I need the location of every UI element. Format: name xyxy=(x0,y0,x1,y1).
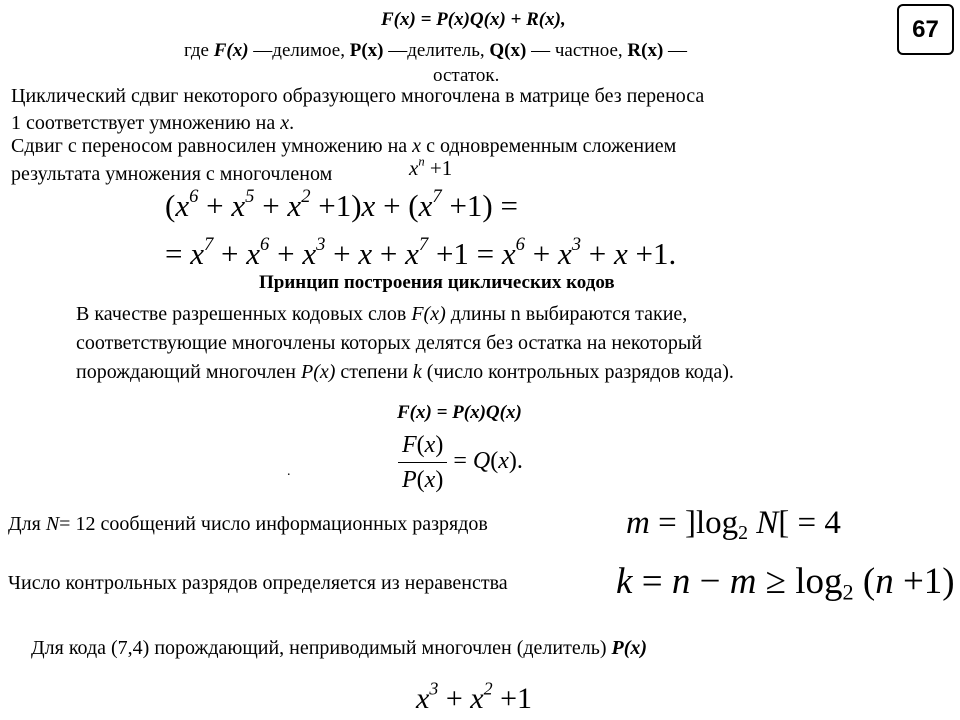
info-bits-a: Для xyxy=(8,513,46,535)
remainder-desc: — xyxy=(663,40,688,61)
divisor-symbol: P(x) xyxy=(349,40,384,61)
principle-px: P(x) xyxy=(301,361,336,383)
divisor-desc: —делитель, xyxy=(383,40,490,61)
carry-line-1-b: с одновременным сложением xyxy=(421,135,677,157)
carry-line-2: результата умножения с многочленом xyxy=(11,163,333,185)
principle-line-3-b: степени xyxy=(335,361,413,383)
principle-fx: F(x) xyxy=(411,303,446,325)
check-bits-text: Число контрольных разрядов определяется из неравенства xyxy=(8,572,508,594)
code74-text xyxy=(31,636,647,660)
generator-polynomial: $x^3 + x^2 +1$ xyxy=(416,678,532,715)
slide-number: 67 xyxy=(912,15,939,43)
quotient-symbol: Q(x) xyxy=(489,40,527,61)
equation-line-1: $(x^6 + x^5 + x^2 +1)x + (x^7 +1)$ = xyxy=(165,186,518,223)
fraction: $\frac{F(x)}{P(x)}$ xyxy=(398,430,447,495)
header-tail: остаток. xyxy=(433,65,500,86)
shift-line-2-end: . xyxy=(289,112,295,134)
quotient-desc: — частное, xyxy=(526,40,628,61)
info-bits-b: = 12 сообщений число информационных разрядов xyxy=(59,513,488,535)
carry-var-x: x xyxy=(412,135,422,157)
principle-title: Принцип построения циклических кодов xyxy=(259,272,615,293)
carry-line-1 xyxy=(11,134,676,158)
header-formula: F(x) = P(x)Q(x) + R(x), xyxy=(381,9,566,30)
principle-line-2: соответствующие многочлены которых делятся без остатка на некоторый xyxy=(76,332,702,354)
fraction-equation: $\frac{F(x)}{P(x)}$ = Q(x). xyxy=(398,430,523,495)
carry-line-1-a: Сдвиг с переносом равносилен умножению на xyxy=(11,135,413,157)
code74-desc: Для кода (7,4) порождающий, неприводимый многочлен (делитель) xyxy=(31,637,612,659)
principle-line-3 xyxy=(76,360,734,384)
info-bits-formula: $m = ]\log_2$ N[ = 4 xyxy=(626,505,841,544)
principle-line-1 xyxy=(76,302,687,326)
code74-px: P(x) xyxy=(611,637,648,659)
shift-line-2 xyxy=(11,111,294,135)
shift-var-x: x xyxy=(280,112,290,134)
poly-xn-plus-1: $x^n +1$ xyxy=(409,154,453,180)
shift-line-1: Циклический сдвиг некоторого образующего многочлена в матрице без переноса xyxy=(11,85,705,107)
header-definitions xyxy=(184,39,687,63)
principle-line-3-c: (число контрольных разрядов кода). xyxy=(421,361,734,383)
principle-line-1-a: В качестве разрешенных кодовых слов xyxy=(76,303,412,325)
principle-formula: F(x) = P(x)Q(x) xyxy=(397,402,522,423)
principle-line-3-a: порождающий многочлен xyxy=(76,361,301,383)
check-bits-formula: $k = n - m \ge \log_2 (n +1)$ xyxy=(616,561,955,605)
principle-k: k xyxy=(412,361,422,383)
slide-number-badge xyxy=(897,4,954,55)
where-word: где xyxy=(184,40,209,61)
remainder-symbol: R(x) xyxy=(627,40,664,61)
info-bits-text xyxy=(8,512,488,536)
stray-dot: . xyxy=(287,464,291,479)
dividend-symbol: F(x) xyxy=(213,40,249,61)
principle-line-1-b: длины n выбираются такие, xyxy=(445,303,688,325)
shift-line-2-text: 1 соответствует умножению на xyxy=(11,112,281,134)
info-bits-n: N xyxy=(45,513,60,535)
equation-line-2: = $x^7 + x^6 + x^3 + x + x^7 +1 = x^6 + x^3 + x +1$. xyxy=(165,234,677,271)
dividend-desc: —делимое, xyxy=(248,40,350,61)
